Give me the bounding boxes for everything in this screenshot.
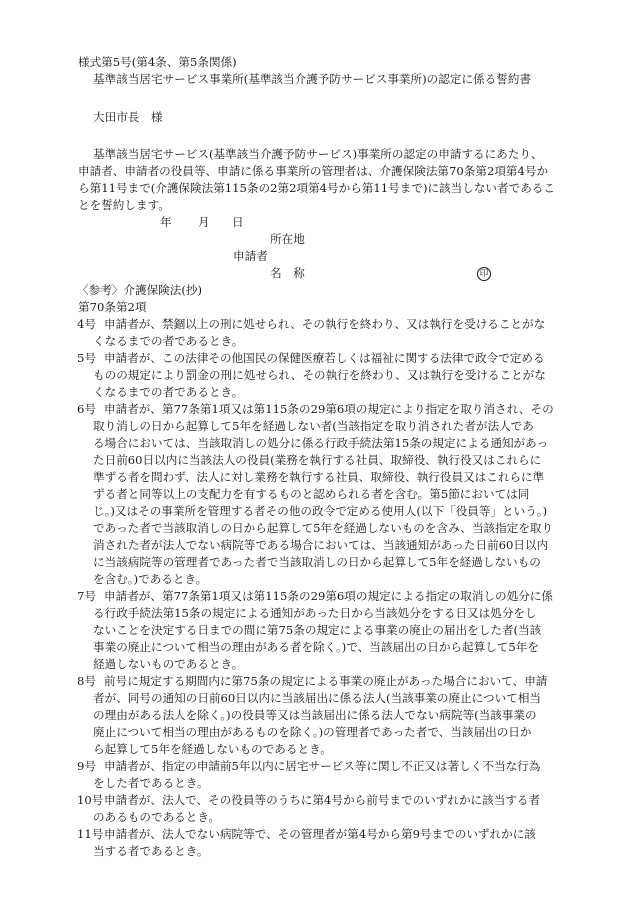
address-label: 所在地 xyxy=(270,232,305,246)
item-text-line: を含む。)であるとき。 xyxy=(93,572,208,586)
item-text-line: 取り消しの日から起算して5年を経過しない者(当該指定を取り消された者が法人であ xyxy=(93,419,534,433)
item-text-line: 申請者が、指定の申請前5年以内に居宅サービス等に関し不正又は著しく不当な行為 xyxy=(104,759,541,773)
pledge-line: 申請者、申請者の役員等、申請に係る事業所の管理者は、介護保険法第70条第2項第4号か xyxy=(78,164,549,178)
item-text-line: ないことを決定する日までの間に第75条の規定による事業の廃止の届出をした者(当該 xyxy=(93,623,542,637)
item-text-line: 当する者であるとき。 xyxy=(93,844,209,858)
item-text-line: くなるまでの者であるとき。 xyxy=(93,385,244,399)
item-text-line: 経過しないものであるとき。 xyxy=(93,657,244,671)
item-number: 10号 xyxy=(77,793,104,807)
item-text-line: であった者で当該取消しの日から起算して5年を経過しないものを含み、当該指定を取り xyxy=(93,521,554,535)
item-text-line: 申請者が、第77条第1項又は第115条の29第6項の規定により指定を取り消され、その xyxy=(104,402,554,416)
item-text-line: 申請者が、第77条第1項又は第115条の29第6項の規定による指定の取消しの処分に係 xyxy=(104,589,553,603)
addressee: 大田市長 様 xyxy=(93,110,163,124)
form-number: 様式第5号(第4条、第5条関係) xyxy=(78,55,237,69)
date-month-label: 月 xyxy=(198,215,210,229)
item-text-line: 事業の廃止について相当の理由がある者を除く。)で、当該届出の日から起算して5年を xyxy=(93,640,539,654)
pledge-line: とを誓約します。 xyxy=(78,198,170,212)
item-text-line: ら起算して5年を経過しないものであるとき。 xyxy=(93,742,332,756)
document-title: 基準該当居宅サービス事業所(基準該当介護予防サービス事業所)の認定に係る誓約書 xyxy=(93,72,532,86)
item-text-line: 消された者が法人でない病院等である場合においては、当該通知があった日前60日以内 xyxy=(93,538,549,552)
pledge-line: ら第11号まで(介護保険法第115条の2第2項第4号から第11号まで)に該当しない者であるこ xyxy=(78,181,555,195)
item-text-line: じ。)又はその事業所を管理する者その他の政令で定める使用人(以下「役員等」という。) xyxy=(93,504,548,518)
name-label: 名 称 xyxy=(270,266,305,280)
applicant-label: 申請者 xyxy=(233,249,268,263)
date-day-label: 日 xyxy=(232,215,244,229)
item-number: 7号 xyxy=(77,589,96,603)
date-year-label: 年 xyxy=(160,215,172,229)
item-number: 8号 xyxy=(77,674,96,688)
item-text-line: ずる者と同等以上の支配力を有するものと認められる者を含む。第5節においては同 xyxy=(93,487,530,501)
item-number: 5号 xyxy=(77,351,96,365)
item-text-line: くなるまでの者であるとき。 xyxy=(93,334,244,348)
item-text-line: のあるものであるとき。 xyxy=(93,810,221,824)
item-text-line: 申請者が、法人で、その役員等のうちに第4号から前号までのいずれかに該当する者 xyxy=(104,793,541,807)
item-number: 11号 xyxy=(77,827,104,841)
item-text-line: 申請者が、この法律その他国民の保健医療若しくは福祉に関する法律で政令で定める xyxy=(104,351,545,365)
item-text-line: 者が、同号の通知の日前60日以内に当該届出に係る法人(当該事業の廃止について相当 xyxy=(93,691,542,705)
item-text-line: 準ずる者を問わず、法人に対し業務を執行する社員、取締役、執行役員又はこれらに準 xyxy=(93,470,545,484)
item-number: 4号 xyxy=(77,317,96,331)
reference-heading: 〈参考〉介護保険法(抄) xyxy=(77,283,202,297)
item-text-line: る場合においては、当該取消しの処分に係る行政手続法第15条の規定による通知があっ xyxy=(93,436,549,450)
item-text-line: をした者であるとき。 xyxy=(93,776,209,790)
item-number: 6号 xyxy=(77,402,96,416)
item-text-line: た日前60日以内に当該法人の役員(業務を執行する社員、取締役、執行役又はこれらに xyxy=(93,453,542,467)
pledge-line: 基準該当居宅サービス(基準該当介護予防サービス)事業所の認定の申請するにあたり、 xyxy=(93,147,543,161)
article-heading: 第70条第2項 xyxy=(78,300,147,314)
item-number: 9号 xyxy=(77,759,96,773)
item-text-line: に当該病院等の管理者であった者で当該取消しの日から起算して5年を経過しないもの xyxy=(93,555,541,569)
item-text-line: る行政手続法第15条の規定による通知があった日から当該処分をする日又は処分をし xyxy=(93,606,537,620)
item-text-line: 廃止について相当の理由があるものを除く。)の管理者であった者で、当該届出の日か xyxy=(93,725,532,739)
item-text-line: 申請者が、法人でない病院等で、その管理者が第4号から第9号までのいずれかに該 xyxy=(104,827,536,841)
item-text-line: 申請者が、禁錮以上の刑に処せられ、その執行を終わり、又は執行を受けることがな xyxy=(104,317,546,331)
item-text-line: の理由がある法人を除く。)の役員等又は当該届出に係る法人でない病院等(当該事業の xyxy=(93,708,537,722)
item-text-line: ものの規定により罰金の刑に処せられ、その執行を終わり、又は執行を受けることがな xyxy=(93,368,546,382)
seal-mark-icon: 印 xyxy=(477,267,491,281)
item-text-line: 前号に規定する期間内に第75条の規定による事業の廃止があった場合において、申請 xyxy=(104,674,548,688)
